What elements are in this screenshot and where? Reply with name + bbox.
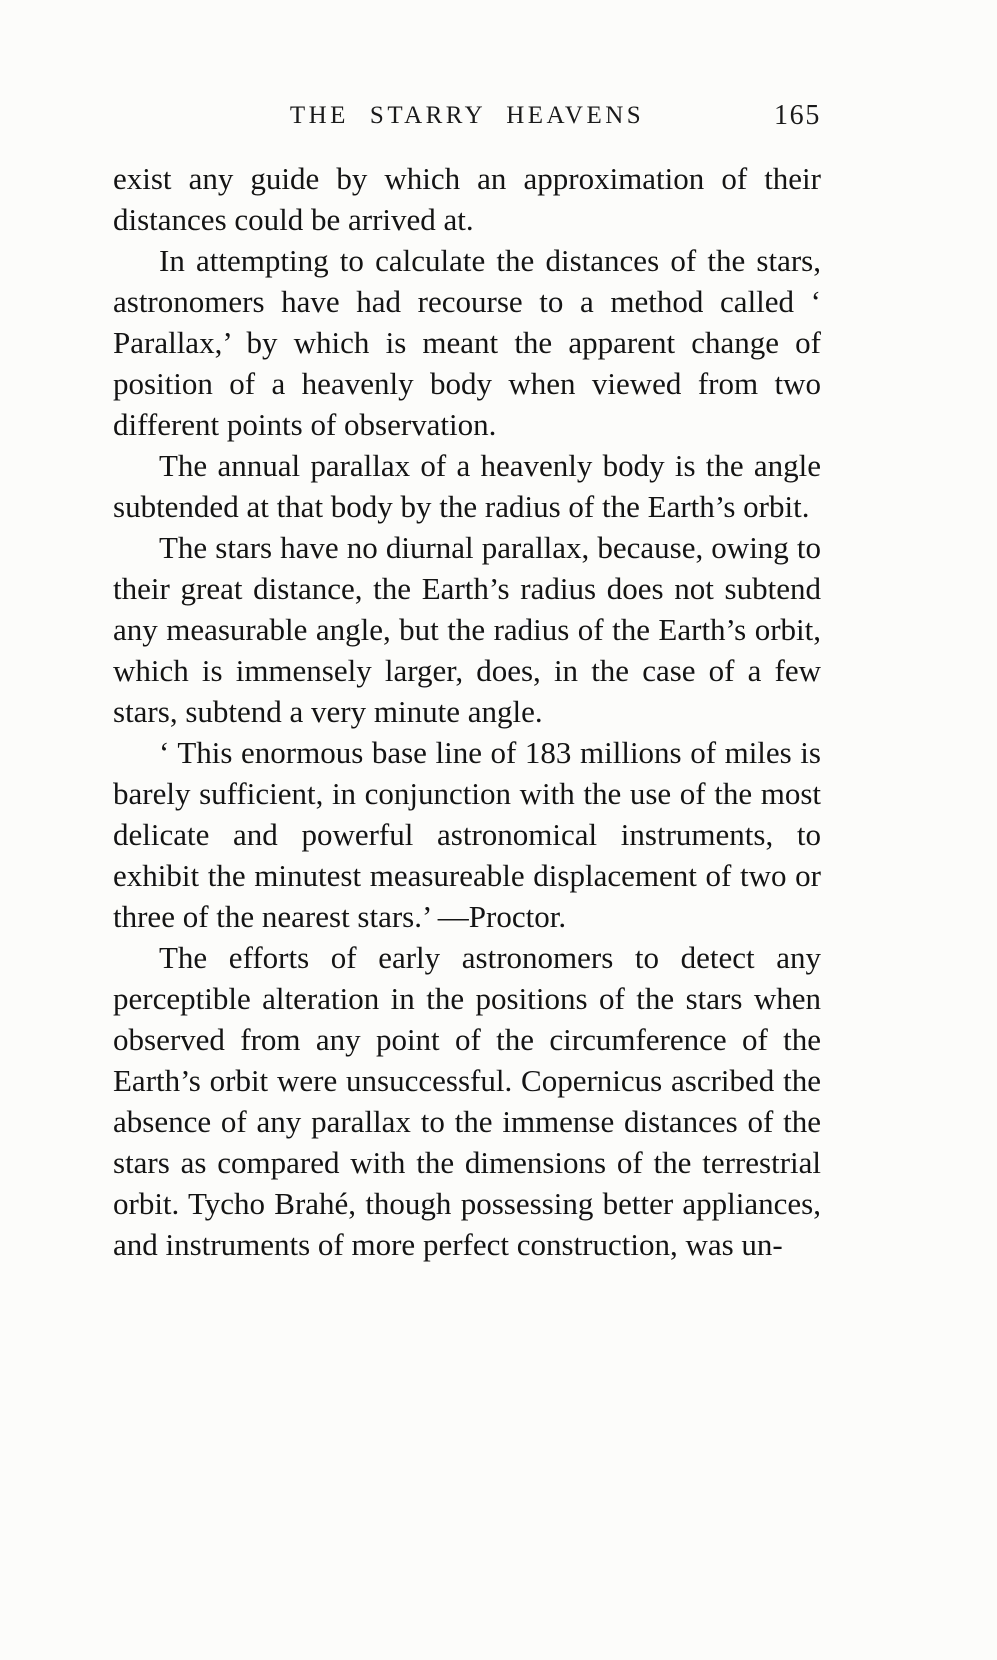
paragraph: The efforts of early astronomers to detect any perceptible alteration in the positions of the stars when observed from any point of the circumference of the Earth’s orbit were unsuccessful. Copernicus ascribed the absence of any parallax to the immense distances of the stars as compared with the dimensions of the terrestrial orbit. Tycho Brahé, though possessing better appliances, and instruments of more perfect construction, was un- bbox=[113, 940, 821, 1262]
paragraph: The annual parallax of a heavenly body is the angle subtended at that body by the radius of the Earth’s orbit. bbox=[113, 448, 821, 524]
paragraph: The stars have no diurnal parallax, because, owing to their great distance, the Earth’s radius does not subtend any measurable angle, but the radius of the Earth’s orbit, which is immensely larger, does, in the case of a few stars, subtend a very minute angle. bbox=[113, 530, 821, 729]
page-body bbox=[113, 158, 821, 1265]
running-title: THE STARRY HEAVENS bbox=[289, 102, 645, 129]
page-number: 165 bbox=[773, 100, 821, 131]
paragraph: ‘ This enormous base line of 183 millions of miles is barely sufficient, in conjunction with the use of the most delicate and powerful astronomical instruments, to exhibit the minutest measureable displacement of two or three of the nearest stars.’ —Proctor. bbox=[113, 735, 821, 934]
paragraph: In attempting to calculate the distances of the stars, astronomers have had recourse to a method called ‘ Parallax,’ by which is meant the apparent change of position of a heavenly body when viewed from two different points of observation. bbox=[113, 243, 821, 442]
paragraph: exist any guide by which an approximation of their distances could be arrived at. bbox=[113, 161, 821, 237]
page-content bbox=[113, 0, 821, 1265]
running-header bbox=[113, 102, 821, 136]
